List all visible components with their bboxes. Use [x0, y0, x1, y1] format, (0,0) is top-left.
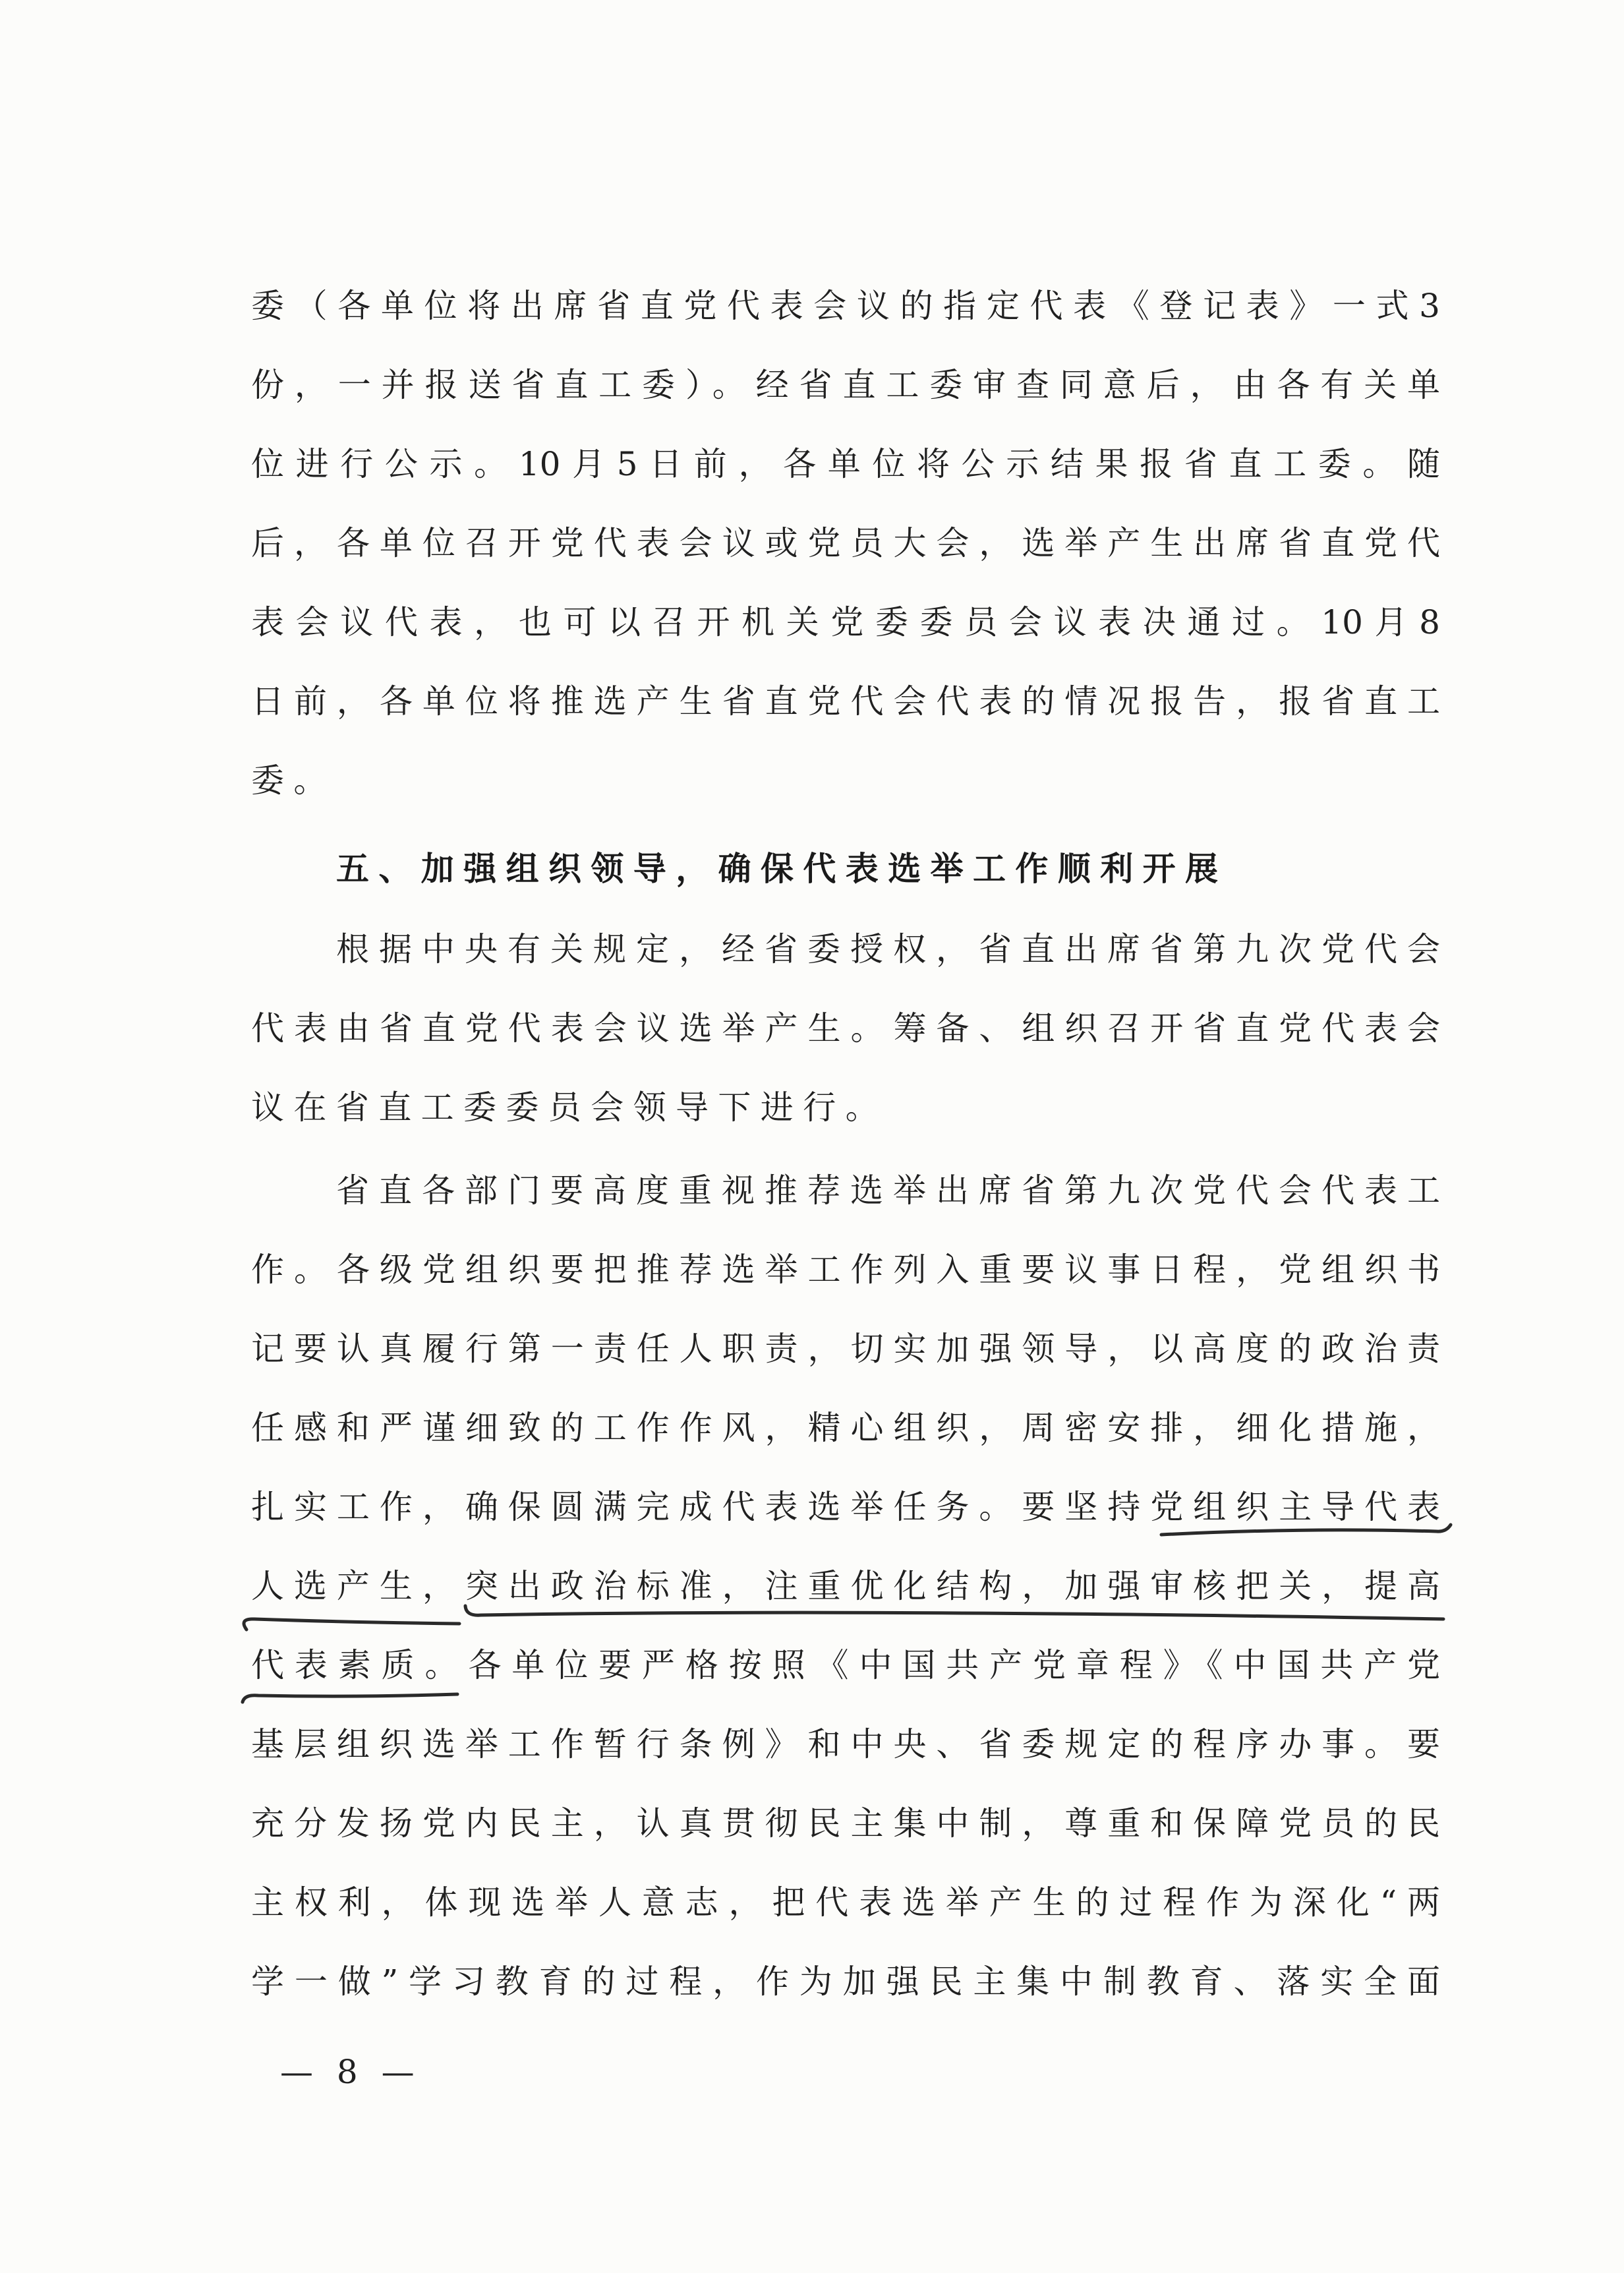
section-heading: 五、加强组织领导，确保代表选举工作顺利开展	[336, 850, 1228, 888]
text-line: 省直各部门要高度重视推荐选举出席省第九次党代会代表工	[336, 1171, 1440, 1210]
text-line: 委（各单位将出席省直党代表会议的指定代表《登记表》一式3	[251, 287, 1440, 325]
text-line: 学一做”学习教育的过程，作为加强民主集中制教育、落实全面	[251, 1963, 1440, 2001]
text-line: 委。	[251, 761, 336, 800]
text-line: 议在省直工委委员会领导下进行。	[251, 1088, 888, 1127]
paragraph-1	[251, 266, 1440, 820]
text-line: 日前，各单位将推选产生省直党代会代表的情况报告，报省直工	[251, 682, 1440, 721]
text-line: 任感和严谨细致的工作作风，精心组织，周密安排，细化措施，	[251, 1409, 1440, 1447]
text-line: 代表素质。各单位要严格按照《中国共产党章程》《中国共产党	[251, 1646, 1440, 1684]
text-line: 根据中央有关规定，经省委授权，省直出席省第九次党代会	[336, 930, 1440, 968]
text-line: 基层组织选举工作暂行条例》和中央、省委规定的程序办事。要	[251, 1725, 1440, 1763]
text-line: 人选产生，突出政治标准，注重优化结构，加强审核把关，提高	[251, 1567, 1440, 1605]
text-line: 充分发扬党内民主，认真贯彻民主集中制，尊重和保障党员的民	[251, 1804, 1440, 1843]
text-line: 代表由省直党代表会议选举产生。筹备、组织召开省直党代表会	[251, 1009, 1440, 1048]
text-line: 位进行公示。10月5日前，各单位将公示结果报省直工委。随	[251, 445, 1440, 483]
paragraph-2	[251, 910, 1440, 1147]
text-line: 记要认真履行第一责任人职责，切实加强领导，以高度的政治责	[251, 1330, 1440, 1368]
document-body	[251, 266, 1440, 2021]
paragraph-3	[251, 1151, 1440, 2021]
text-line: 表会议代表，也可以召开机关党委委员会议表决通过。10月8	[251, 603, 1440, 641]
text-line: 份，一并报送省直工委）。经省直工委审查同意后，由各有关单	[251, 366, 1440, 404]
text-line: 扎实工作，确保圆满完成代表选举任务。要坚持党组织主导代表	[251, 1488, 1440, 1526]
page-number: — 8 —	[280, 2053, 421, 2091]
text-line: 后，各单位召开党代表会议或党员大会，选举产生出席省直党代	[251, 524, 1440, 562]
text-line: 主权利，体现选举人意志，把代表选举产生的过程作为深化“两	[251, 1883, 1440, 1922]
text-line: 作。各级党组织要把推荐选举工作列入重要议事日程，党组织书	[251, 1251, 1440, 1289]
